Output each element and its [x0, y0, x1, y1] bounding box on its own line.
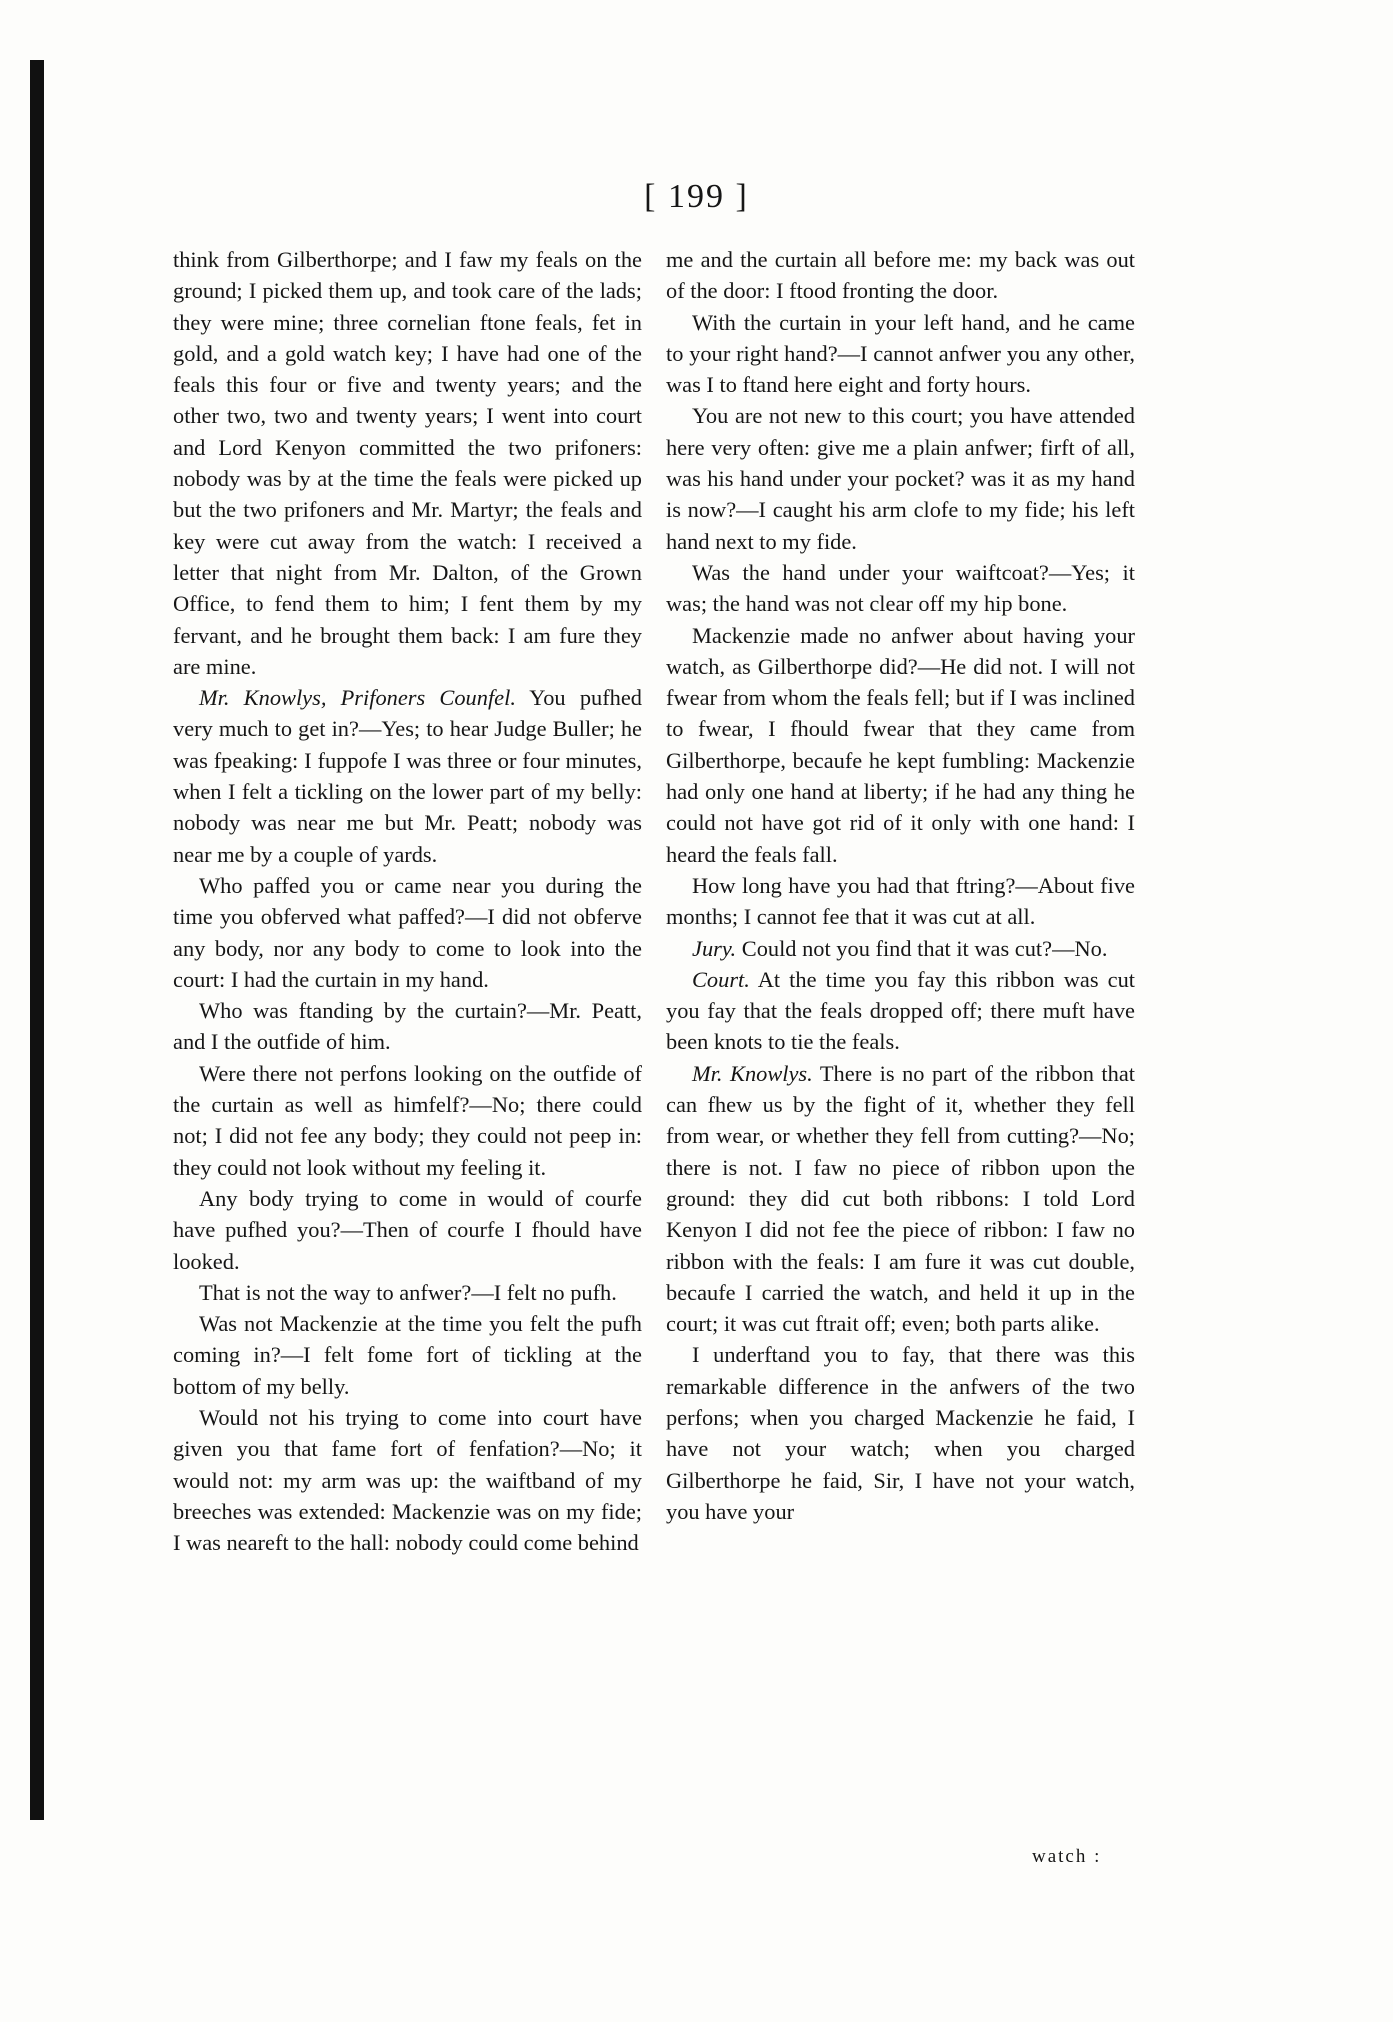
paragraph: Mr. Knowlys, Prifoners Counfel. You pufhed very much to get in?—Yes; to hear Judge Buller; he was fpeaking: I fuppofe I was three or four minutes, when I felt a tickling on the lower part of my belly: nobody was near me but Mr. Peatt; nobody was near me by a couple of yards.: [173, 685, 642, 867]
paragraph: Would not his trying to come into court have given you that fame fort of fenfation?—No; it would not: my arm was up: the waiftband of my breeches was extended: Mackenzie was on my fide; I was neareft to the hall: nobody could come behind: [173, 1404, 642, 1556]
paragraph: me and the curtain all before me: my back was out of the door: I ftood fronting the door.: [666, 247, 1135, 304]
paragraph: Who was ftanding by the curtain?—Mr. Peatt, and I the outfide of him.: [173, 998, 642, 1055]
speaker-label: Mr. Knowlys.: [692, 1060, 813, 1086]
paragraph: How long have you had that ftring?—About five months; I cannot fee that it was cut at all.: [666, 872, 1135, 930]
paragraph: Who paffed you or came near you during the time you obferved what paffed?—I did not obferve any body, nor any body to come to look into the court: I had the curtain in my hand.: [173, 872, 642, 992]
paragraph: That is not the way to anfwer?—I felt no pufh.: [199, 1279, 617, 1305]
paragraph: Court. At the time you fay this ribbon was cut you fay that the feals dropped off; there muft have been knots to tie the feals.: [666, 966, 1135, 1055]
paragraph: Were there not perfons looking on the outfide of the curtain as well as himfelf?—No; there could not; I did not fee any body; they could not peep in: they could not look without my feeling it.: [173, 1060, 642, 1180]
binding-shadow: [30, 60, 44, 1820]
paragraph: Mackenzie made no anfwer about having your watch, as Gilberthorpe did?—He did not. I will not fwear from whom the feals fell; but if I was inclined to fwear, I fhould fwear that they came from Gilberthorpe, becaufe he kept fumbling: Mackenzie had only one hand at liberty; if he had any thing he could not have got rid of it only with one hand: I heard the feals fall.: [666, 622, 1135, 867]
speaker-label: Court.: [692, 966, 750, 992]
paragraph: Was not Mackenzie at the time you felt the pufh coming in?—I felt fome fort of tickling at the bottom of my belly.: [173, 1311, 642, 1399]
paragraph: Any body trying to come in would of courfe have pufhed you?—Then of courfe I fhould have looked.: [173, 1185, 642, 1274]
page-number: [ 199 ]: [644, 178, 749, 215]
paragraph: Was the hand under your waiftcoat?—Yes; it was; the hand was not clear off my hip bone.: [666, 559, 1135, 617]
paragraph: I underftand you to fay, that there was this remarkable difference in the anfwers of the two perfons; when you charged Mackenzie he faid, I have not your watch; when you charged Gilberthorpe he faid, Sir, I have not your watch, you have your: [666, 1342, 1135, 1524]
paragraph: With the curtain in your left hand, and he came to your right hand?—I cannot anfwer you any other, was I to ftand here eight and forty hours.: [666, 309, 1135, 398]
catchword: watch :: [1032, 1846, 1102, 1867]
paragraph: You are not new to this court; you have attended here very often: give me a plain anfwer; firft of all, was his hand under your pocket? was it as my hand is now?—I caught his arm clofe to my fide; his left hand next to my fide.: [666, 403, 1135, 554]
paragraph: Mr. Knowlys. There is no part of the ribbon that can fhew us by the fight of it, whether they fell from wear, or whether they fell from cutting?—No; there is not. I faw no piece of ribbon upon the ground: they did cut both ribbons: I told Lord Kenyon I did not fee the piece of ribbon: I faw no ribbon with the feals: I am fure it was cut double, becaufe I carried the watch, and held it up in the court; it was cut ftrait off; even; both parts alike.: [666, 1060, 1135, 1337]
paragraph: think from Gilberthorpe; and I faw my feals on the ground; I picked them up, and took care of the lads; they were mine; three cornelian ftone feals, fet in gold, and a gold watch key; I have had one of the feals this four or five and twenty years; and the other two, two and twenty years; I went into court and Lord Kenyon committed the two prifoners: nobody was by at the time the feals were picked up but the two prifoners and Mr. Martyr; the feals and key were cut away from the watch: I received a letter that night from Mr. Dalton, of the Grown Office, to fend them to him; I fent them by my fervant, and he brought them back: I am fure they are mine.: [173, 247, 642, 679]
paragraph: Jury. Could not you find that it was cut?—No.: [692, 935, 1108, 961]
speaker-label: Mr. Knowlys, Prifoners Counfel.: [199, 685, 516, 711]
right-column: [666, 244, 1135, 1527]
speaker-label: Jury.: [692, 935, 737, 961]
left-column: [173, 244, 642, 1558]
